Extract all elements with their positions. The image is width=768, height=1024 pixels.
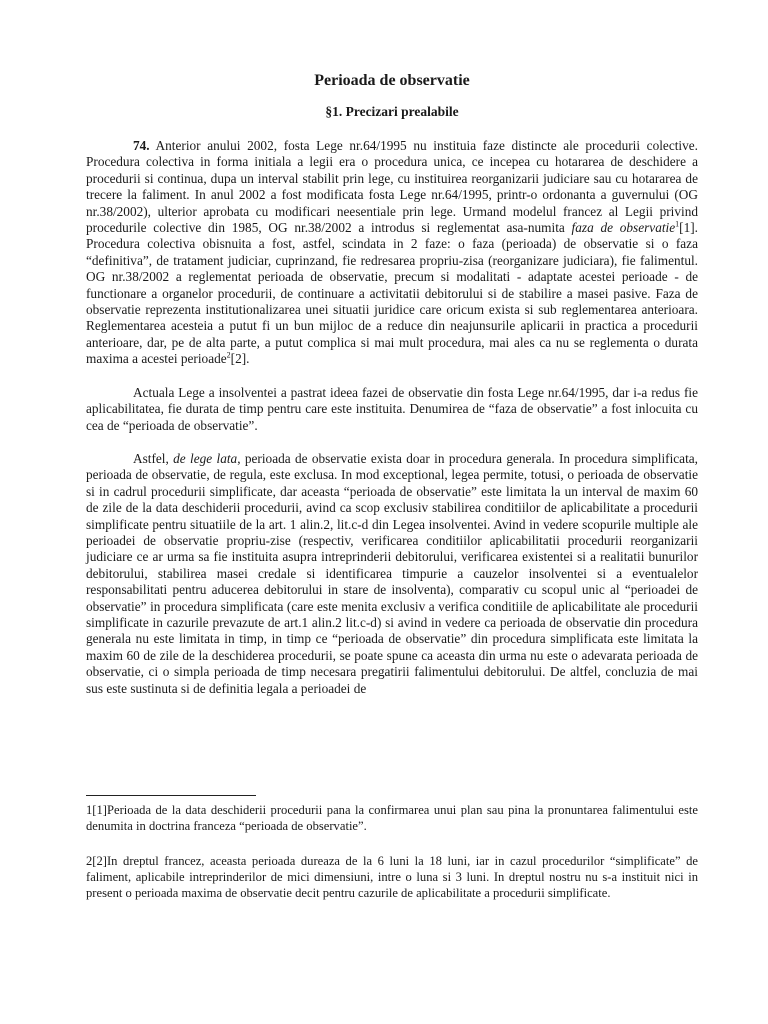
paragraph-text: . Procedura colectiva obisnuita a fost, astfel, scindata in 2 faze: o faza (perioada) de observatie si o faza “definitiva”, de tratament judiciar, cuprinzand, fie redresarea propriu-zisa (reorganizare judiciara), fie falimentul. OG nr.38/2002 a reglementat perioada de observatie, precum si modalitati - adaptate acestei perioade - de functionare a organelor procedurii, de continuare a activitatii debitorului si de stabilire a masei pasive. Faza de observatie reprezenta institutionalizarea unei situatii juridice care oricum exista si sub reglementarea anterioara. Reglementarea acesteia a putut fi un bun mijloc de a reduce din neajunsurile aplicarii in practica a procedurii anterioare, dar, pe de alta parte, a putut complica si mai mult procedura, mai ales ca nu se reglementa o durata maxima a acestei perioade — [86, 220, 698, 367]
section-heading: §1. Precizari prealabile — [325, 104, 459, 119]
document-page — [86, 72, 698, 714]
paragraph-2: Actuala Lege a insolventei a pastrat ideea fazei de observatie din fosta Lege nr.64/1995, dar i-a redus fie aplicabilitatea, fie durata de timp pentru care este instituita. Denumirea de “faza de observatie” a fost inlocuita cu cea de “perioada de observatie”. — [86, 384, 698, 433]
paragraph-text: , perioada de observatie exista doar in procedura generala. In procedura simplificata, perioada de observatie, de regula, este exclusa. In mod exceptional, legea permite, totusi, o perioada de observatie si in cadrul procedurii simplificate, dar aceasta “perioada de observatie” este limitata la un interval de maxim 60 de zile de la data deschiderii procedurii, avind ca scop exclusiv stabilirea conditiilor de aplicabilitate a procedurii simplificate pentru situatiile de la art. 1 alin.2, lit.c-d din Legea insolventei. Avind in vedere scopurile multiple ale perioadei de observatie propriu-zise (respectiv, verificarea conditiilor aplicabilitatii procedurii reorganizarii judiciare ce ar urma sa fie instituita asupra intreprinderii debitorului, verificarea existentei si a realitatii bunurilor debitorului, stabilirea masei credale si identificarea timpurie a cauzelor insolventei si a eventualelor responsabilitati pentru aducerea debitorului in stare de insolventa), comparativ cu scopul unic al “perioadei de observatie” in procedura simplificata (care este menita exclusiv a verifica conditiile de aplicabilitate ale procedurii simplificate in cazurile prevazute de art.1 alin.2 lit.c-d) si avind in vedere ca perioada de observatie din procedura generala nu este limitata in timp, in timp ce “perioada de observatie” din procedura simplificata este limitata la maxim 60 de zile de la deschiderea procedurii, se poate spune ca aceasta din urma nu este o adevarata perioada de observatie, ci o simpla perioada de timp necesara pregatirii falimentului debitorului. De altfel, concluzia de mai sus este sustinuta si de definitia legala a perioadei de — [86, 450, 698, 696]
footnote-separator — [86, 795, 256, 796]
footnote-1: 1[1]Perioada de la data deschiderii procedurii pana la confirmarea unui plan sau pina la pronuntarea falimentului este denumita in doctrina franceza “perioada de observatie”. — [86, 803, 698, 834]
footnote-link-1[interactable]: [1] — [679, 220, 695, 236]
paragraph-text: Astfel, — [133, 450, 174, 466]
paragraph-74 — [86, 138, 698, 368]
footnote-ref-1[interactable]: 1 — [675, 219, 680, 229]
italic-term: faza de observatie — [571, 220, 676, 236]
paragraph-text: Anterior anului 2002, fosta Lege nr.64/1995 nu instituia faze distincte ale procedurii colective. Procedura colectiva in forma initiala a legii era o procedura unica, ce incepea cu hotararea de deschidere a procedurii si continua, dupa un interval stabilit prin lege, cu instituirea reorganizarii judiciare sau cu hotararea de trecere la faliment. In anul 2002 a fost modificata fosta Lege nr.64/1995, printr-o ordonanta a guvernului (OG nr.38/2002), ulterior aprobata cu modificari neesentiale prin lege. Urmand modelul francez al Legii privind procedurile colective din 1985, OG nr.38/2002 a introdus si reglementat asa-numita — [86, 138, 698, 236]
footnote-ref-2[interactable]: 2 — [226, 350, 231, 360]
paragraph-3 — [86, 451, 698, 697]
paragraph-number: 74. — [133, 138, 150, 153]
document-title: Perioada de observatie — [314, 72, 470, 89]
footnote-link-2[interactable]: [2] — [230, 351, 247, 367]
footnote-2: 2[2]In dreptul francez, aceasta perioada dureaza de la 6 luni la 18 luni, iar in cazul procedurilor “simplificate” de faliment, aplicabile intreprinderilor de mici dimensiuni, intre o luna si 3 luni. In dreptul nostru nu s-a instituit nici in present o perioada maxima de observatie decit pentru cazurile de aplicabilitate a procedurii simplificate. — [86, 854, 698, 901]
paragraph-text: . — [246, 351, 250, 367]
italic-term: de lege lata — [173, 450, 238, 466]
